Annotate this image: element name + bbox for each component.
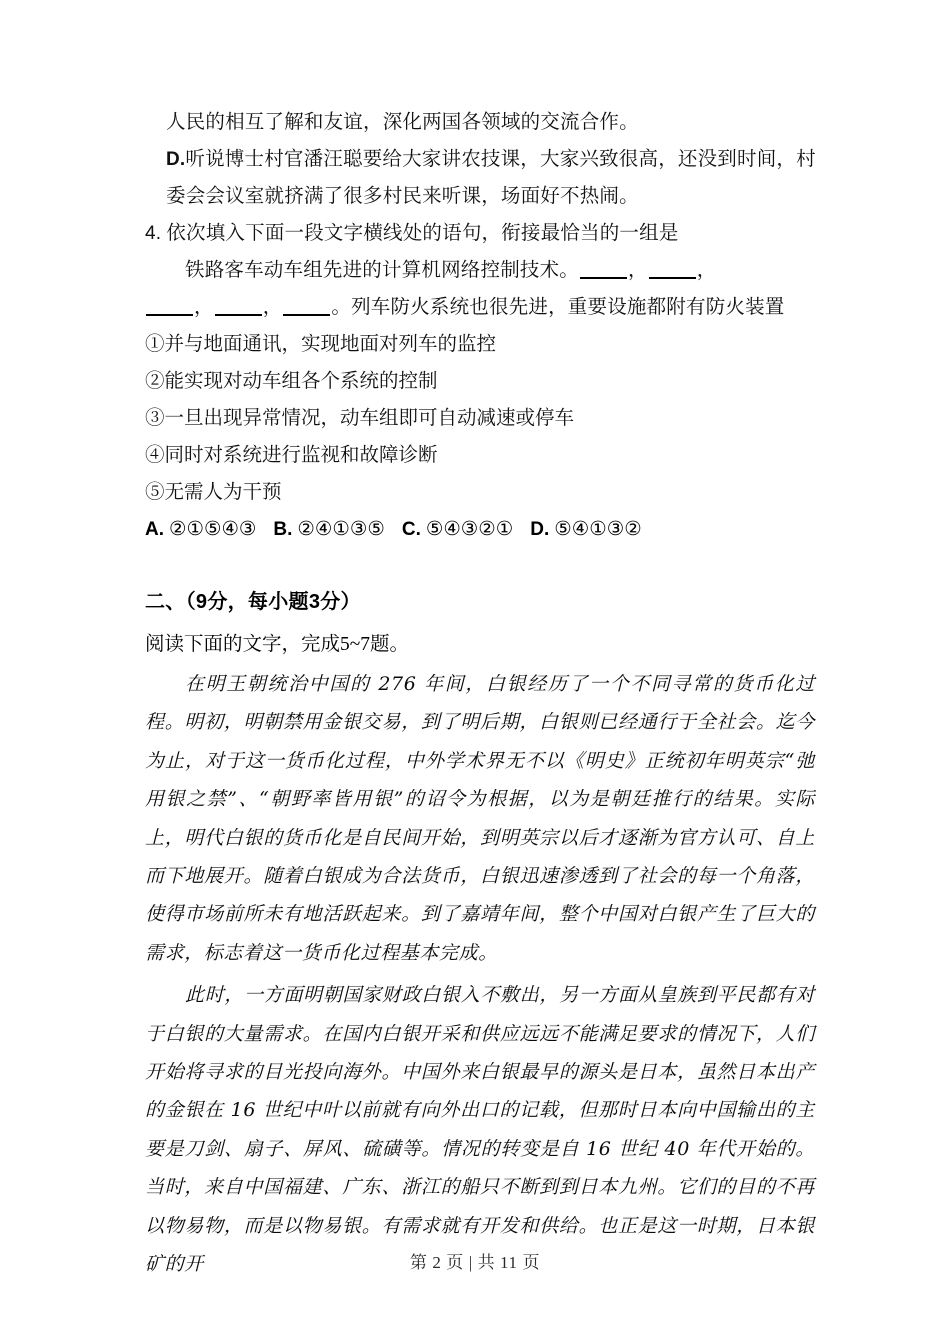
answer-choice-d-value: ⑤④①③②	[554, 519, 642, 540]
question-4-stem-line	[145, 215, 817, 252]
answer-choice-d-label: D.	[530, 519, 550, 540]
passage-text-part1: 铁路客车动车组先进的计算机网络控制技术。	[185, 260, 580, 281]
option-d-line2	[145, 178, 817, 215]
question-4-number: 4.	[145, 223, 162, 244]
statement-item	[145, 363, 817, 400]
statement-item	[145, 474, 817, 511]
answer-blank-5[interactable]	[283, 314, 330, 316]
answer-blank-3[interactable]	[146, 314, 193, 316]
answer-choice-b[interactable]	[273, 519, 384, 540]
answer-choice-c-label: C.	[401, 519, 421, 540]
answer-choice-a-value: ②①⑤④③	[169, 519, 257, 540]
statement-text: ①并与地面通讯，实现地面对列车的监控	[145, 334, 497, 355]
passage-text-part2: 。列车防火系统也很先进，重要设施都附有防火装置	[331, 297, 785, 318]
passage-paragraph: 此时，一方面明朝国家财政白银入不敷出，另一方面从皇族到平民都有对于白银的大量需求。在国内白银开采和供应远远不能满足要求的情况下，人们开始将寻求的目光投向海外。中国外来白银最早的源头是日本，虽然日本出产的金银在 16 世纪中叶以前就有向外出口的记载，但那时日本向中国输出的主要是刀剑、扇子、屏风、硫磺等。情况的转变是自 16 世纪 40 年代开始的。当时，来自中国福建、广东、浙江的船只不断到到日本九州。它们的目的不再以物易物，而是以物易银。有需求就有开发和供给。也正是这一时期，日本银矿的开	[145, 984, 815, 1276]
section-two-heading: 二、（9分，每小题3分）	[145, 591, 361, 613]
answer-blank-1[interactable]	[580, 277, 627, 279]
statement-text: ③一旦出现异常情况，动车组即可自动减速或停车	[145, 408, 575, 429]
passage-body	[145, 665, 815, 1284]
statement-text: ⑤无需人为干预	[145, 482, 282, 503]
option-d-line1	[145, 141, 817, 178]
question-4-passage-line1: 铁路客车动车组先进的计算机网络控制技术。 ， ，	[185, 260, 717, 281]
answer-choice-b-value: ②④①③⑤	[297, 519, 385, 540]
question-4-passage-line2: ， ， 。列车防火系统也很先进，重要设施都附有防火装置	[145, 289, 817, 326]
statement-item	[145, 326, 817, 363]
question-4-stem: 依次填入下面一段文字横线处的语句，衔接最恰当的一组是	[166, 223, 679, 244]
answer-choices-row	[145, 511, 817, 548]
section-two-intro: 阅读下面的文字，完成5~7题。	[145, 634, 410, 655]
answer-blank-4[interactable]	[215, 314, 262, 316]
page-footer: 第 2 页 | 共 11 页	[409, 1253, 541, 1272]
answer-choice-a-label: A.	[145, 519, 164, 540]
statement-text: ②能实现对动车组各个系统的控制	[145, 371, 438, 392]
answer-blank-2[interactable]	[649, 277, 696, 279]
answer-choice-d[interactable]	[530, 519, 641, 540]
carryover-text: 人民的相互了解和友谊，深化两国各领域的交流合作。	[166, 112, 639, 133]
passage-paragraph: 在明王朝统治中国的 276 年间，白银经历了一个不同寻常的货币化过程。明初，明朝禁用金银交易，到了明后期，白银则已经通行于全社会。迄今为止，对于这一货币化过程，中外学术界无不以《明史》正统初年明英宗“弛用银之禁”、“朝野率皆用银”的诏令为根据，以为是朝廷推行的结果。实际上，明代白银的货币化是自民间开始，到明英宗以后才逐渐为官方认可、自上而下地展开。随着白银成为合法货币，白银迅速渗透到了社会的每一个角落，使得市场前所未有地活跃起来。到了嘉靖年间，整个中国对白银产生了巨大的需求，标志着这一货币化过程基本完成。	[145, 673, 815, 964]
answer-choice-b-label: B.	[273, 519, 293, 540]
option-d-label: D.	[166, 149, 186, 170]
option-d-text1: 听说博士村官潘汪聪要给大家讲农技课，大家兴致很高，还没到时间，村	[185, 149, 816, 170]
question-block	[145, 104, 817, 548]
option-d-text2: 委会会议室就挤满了很多村民来听课，场面好不热闹。	[166, 186, 639, 207]
carryover-line	[145, 104, 817, 141]
statement-text: ④同时对系统进行监视和故障诊断	[145, 445, 438, 466]
statement-item	[145, 400, 817, 437]
answer-choice-c[interactable]	[402, 519, 513, 540]
answer-choice-a[interactable]	[145, 519, 256, 540]
answer-choice-c-value: ⑤④③②①	[425, 519, 514, 540]
statement-item	[145, 437, 817, 474]
